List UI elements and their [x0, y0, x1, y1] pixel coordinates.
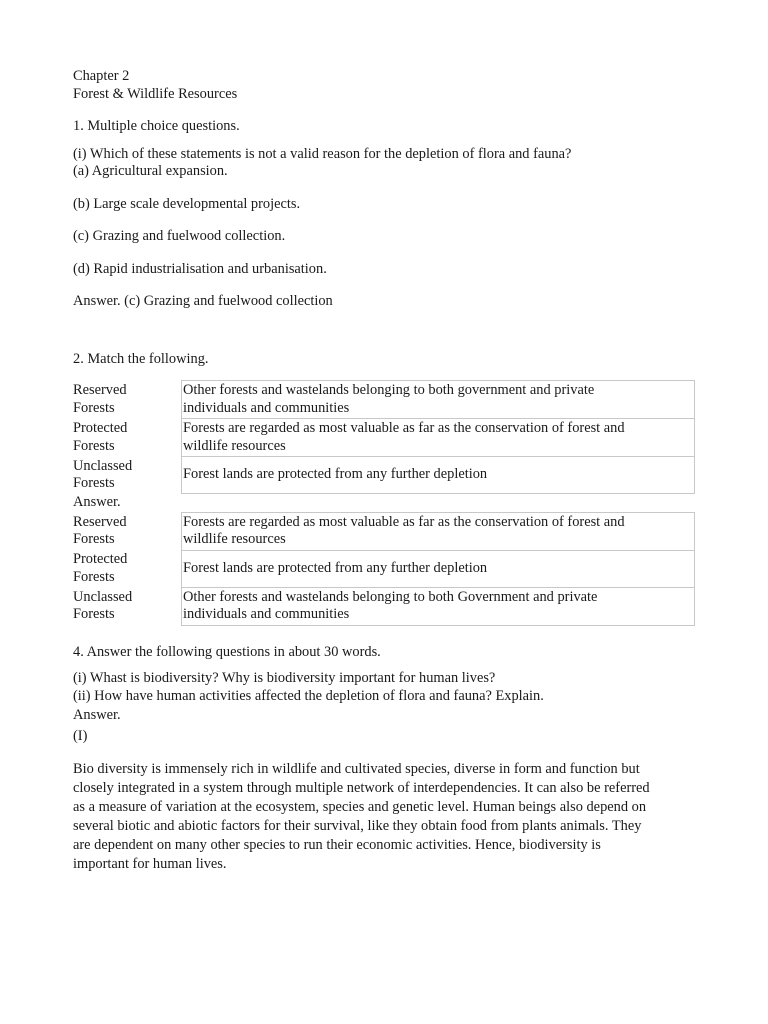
term-text: Forests: [73, 606, 115, 622]
table-row: [73, 550, 695, 587]
term-cell: [73, 381, 182, 419]
term-cell: [73, 512, 182, 550]
table-row: [73, 419, 695, 457]
table-row: [73, 587, 695, 625]
description-text: individuals and communities: [183, 606, 350, 622]
term-text: Reserved: [73, 382, 127, 398]
term-text: Forests: [73, 475, 115, 491]
match-answer-table: [73, 512, 695, 626]
term-text: Protected: [73, 551, 128, 567]
answer-part-label: (I): [73, 727, 88, 744]
term-cell: [73, 457, 182, 494]
description-cell: [182, 512, 695, 550]
mcq-option: (d) Rapid industrialisation and urbanisation.: [73, 260, 327, 277]
short-answer-question: (i) Whast is biodiversity? Why is biodiversity important for human lives?: [73, 670, 496, 686]
mcq-answer: Answer. (c) Grazing and fuelwood collection: [73, 293, 333, 309]
term-text: Unclassed: [73, 588, 133, 605]
paragraph-line: closely integrated in a system through multiple network of interdependencies. It can also be referred: [73, 780, 650, 796]
term-cell: [73, 550, 182, 587]
document-page: [73, 68, 695, 874]
chapter-title: Forest & Wildlife Resources: [73, 85, 238, 102]
description-text: individuals and communities: [183, 399, 350, 416]
table-row: [73, 512, 695, 550]
paragraph-line: Bio diversity is immensely rich in wildlife and cultivated species, diverse in form and function but: [73, 761, 640, 777]
paragraph-line: several biotic and abiotic factors for their survival, like they obtain food from plants animals. They: [73, 818, 642, 834]
description-cell: [182, 381, 695, 419]
description-text: wildlife resources: [183, 437, 286, 454]
term-cell: [73, 587, 182, 625]
description-cell: [182, 587, 695, 625]
term-text: Protected: [73, 420, 128, 436]
term-text: Forests: [73, 531, 115, 547]
match-answer-label: Answer.: [73, 494, 121, 510]
chapter-label: Chapter 2: [73, 68, 130, 84]
description-text: Forests are regarded as most valuable as far as the conservation of forest and: [183, 420, 625, 436]
mcq-question: (i) Which of these statements is not a valid reason for the depletion of flora and fauna?: [73, 145, 572, 162]
description-cell: [182, 550, 695, 587]
description-text: Other forests and wastelands belonging to both government and private: [183, 382, 595, 398]
term-text: Forests: [73, 568, 115, 585]
description-text: Forest lands are protected from any further depletion: [183, 559, 488, 576]
description-text: Forest lands are protected from any further depletion: [183, 466, 488, 483]
mcq-option: (c) Grazing and fuelwood collection.: [73, 228, 286, 244]
mcq-option: (b) Large scale developmental projects.: [73, 195, 301, 212]
mcq-option: (a) Agricultural expansion.: [73, 163, 228, 179]
term-text: Reserved: [73, 513, 127, 530]
paragraph-line: as a measure of variation at the ecosystem, species and genetic level. Human beings also depend on: [73, 799, 647, 815]
paragraph-line: are dependent on many other species to run their economic activities. Hence, biodiversity is: [73, 837, 601, 853]
match-question-table: [73, 380, 695, 494]
short-answer-heading: 4. Answer the following questions in about 30 words.: [73, 643, 381, 660]
paragraph-line: important for human lives.: [73, 856, 227, 872]
description-text: wildlife resources: [183, 531, 286, 547]
table-row: [73, 457, 695, 494]
description-cell: [182, 419, 695, 457]
term-text: Forests: [73, 399, 115, 416]
short-answer-label: Answer.: [73, 707, 121, 723]
table-row: [73, 381, 695, 419]
mcq-heading: 1. Multiple choice questions.: [73, 118, 240, 134]
description-text: Other forests and wastelands belonging to both Government and private: [183, 588, 598, 605]
description-cell: [182, 457, 695, 494]
term-text: Forests: [73, 437, 115, 454]
match-heading: 2. Match the following.: [73, 350, 209, 367]
term-cell: [73, 419, 182, 457]
term-text: Unclassed: [73, 457, 133, 474]
answer-paragraph: [73, 760, 695, 874]
description-text: Forests are regarded as most valuable as far as the conservation of forest and: [183, 513, 625, 530]
short-answer-question: (ii) How have human activities affected the depletion of flora and fauna? Explain.: [73, 687, 544, 704]
